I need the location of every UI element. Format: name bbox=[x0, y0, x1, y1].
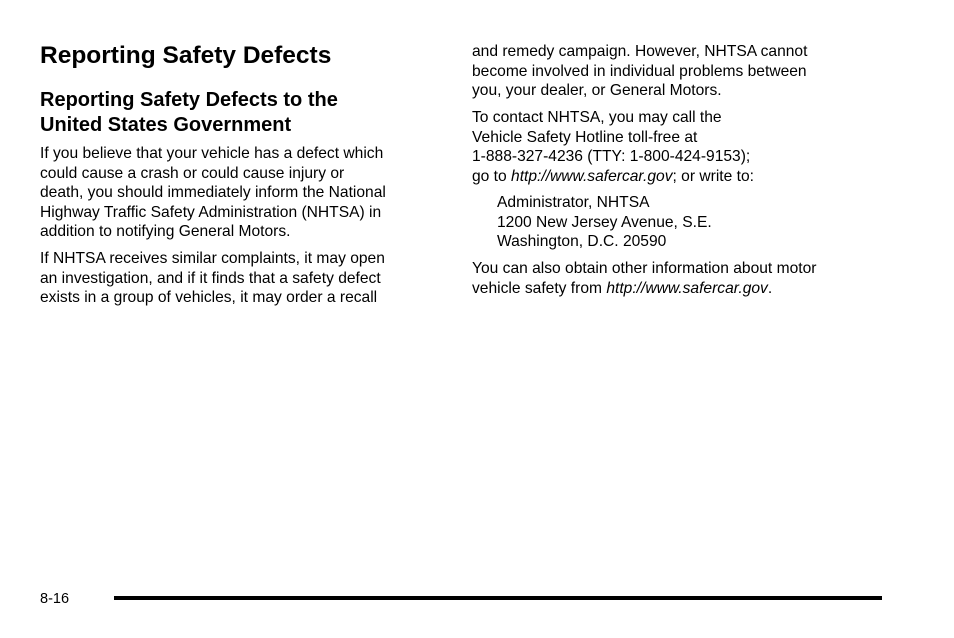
text-line: If you believe that your vehicle has a defect which bbox=[40, 145, 384, 162]
text-segment: go to bbox=[472, 167, 512, 185]
mailing-address bbox=[497, 193, 712, 252]
defect-report-paragraph bbox=[40, 144, 386, 242]
text-line: 1-888-327-4236 (TTY: 1-800-424-9153); bbox=[472, 148, 751, 166]
text-line: Vehicle Safety Hotline toll-free at bbox=[472, 128, 698, 146]
text-line: you, your dealer, or General Motors. bbox=[472, 82, 722, 100]
page-number: 8-16 bbox=[40, 591, 70, 607]
safercar-link[interactable]: http://www.safercar.gov bbox=[606, 279, 768, 297]
address-line: Washington, D.C. 20590 bbox=[497, 233, 667, 251]
address-line: 1200 New Jersey Avenue, S.E. bbox=[497, 213, 712, 231]
subsection-title-line: United States Government bbox=[40, 114, 292, 136]
address-line: Administrator, NHTSA bbox=[497, 194, 650, 211]
text-segment: ; or write to: bbox=[672, 167, 754, 185]
contact-nhtsa-paragraph bbox=[472, 108, 754, 186]
text-line: exists in a group of vehicles, it may order a recall bbox=[40, 289, 378, 307]
text-line: If NHTSA receives similar complaints, it may open bbox=[40, 250, 385, 267]
text-line: and remedy campaign. However, NHTSA cannot bbox=[472, 43, 808, 60]
text-line: become involved in individual problems between bbox=[472, 62, 807, 80]
text-segment: . bbox=[767, 279, 773, 297]
subsection-title-line: Reporting Safety Defects to the bbox=[40, 89, 338, 111]
text-line: addition to notifying General Motors. bbox=[40, 223, 291, 241]
text-segment: vehicle safety from bbox=[472, 279, 607, 297]
footer-rule bbox=[114, 596, 882, 600]
text-line bbox=[472, 167, 754, 187]
safercar-link[interactable]: http://www.safercar.gov bbox=[511, 167, 673, 185]
text-line bbox=[472, 279, 816, 299]
section-title: Reporting Safety Defects bbox=[40, 42, 332, 69]
text-line: Highway Traffic Safety Administration (NHTSA) in bbox=[40, 203, 382, 221]
text-line: an investigation, and if it finds that a safety defect bbox=[40, 269, 381, 287]
text-line: You can also obtain other information about motor bbox=[472, 260, 817, 277]
investigation-paragraph bbox=[40, 249, 385, 308]
text-line: death, you should immediately inform the National bbox=[40, 184, 386, 202]
recall-continuation-paragraph bbox=[472, 42, 807, 101]
more-information-paragraph bbox=[472, 259, 816, 298]
text-line: could cause a crash or could cause injury or bbox=[40, 164, 345, 182]
subsection-title bbox=[40, 88, 460, 138]
text-line: To contact NHTSA, you may call the bbox=[472, 109, 722, 126]
